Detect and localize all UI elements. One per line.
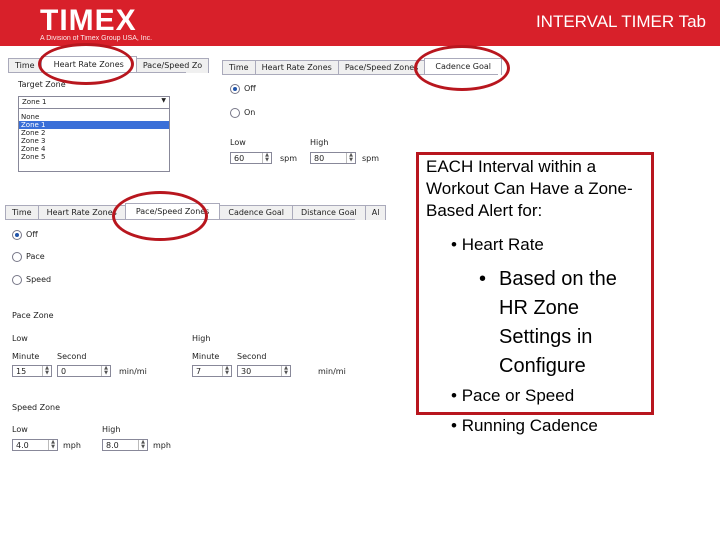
off-option[interactable]: [12, 230, 38, 242]
tab-heart-rate-zones[interactable]: Heart Rate Zones: [41, 56, 137, 73]
pace-radio[interactable]: [12, 252, 22, 262]
speed-low-value: 4.0: [16, 441, 29, 450]
bullet-cadence-label: Running Cadence: [461, 416, 598, 435]
off-label: Off: [26, 230, 38, 239]
stepper-arrows-icon[interactable]: ▲ ▼: [222, 366, 231, 376]
on-radio[interactable]: [230, 108, 240, 118]
bullet-dot-icon: •: [451, 235, 457, 254]
target-zone-label: Target Zone: [18, 80, 66, 89]
low-minute-stepper[interactable]: [12, 365, 52, 377]
off-radio[interactable]: [230, 84, 240, 94]
low-second-label: Second: [57, 352, 87, 361]
speed-high-value: 8.0: [106, 441, 119, 450]
tab-cadence-goal[interactable]: Cadence Goal: [424, 58, 502, 75]
speed-high-label: High: [102, 425, 121, 434]
on-label: On: [244, 108, 256, 117]
high-cadence-stepper[interactable]: [310, 152, 356, 164]
tab-pace-speed-zones[interactable]: Pace/Speed Zones: [338, 60, 426, 75]
stepper-arrows-icon[interactable]: ▲ ▼: [42, 366, 51, 376]
high-label: High: [310, 138, 329, 147]
speed-low-label: Low: [12, 425, 28, 434]
option-none[interactable]: None: [21, 113, 40, 121]
tab-distance-goal[interactable]: Distance Goal: [292, 205, 366, 220]
low-label: Low: [12, 334, 28, 343]
option-zone-5[interactable]: Zone 5: [21, 153, 46, 161]
off-option[interactable]: [230, 84, 256, 96]
stepper-arrows-icon[interactable]: ▲ ▼: [262, 153, 271, 163]
tab-time[interactable]: Time: [5, 205, 39, 220]
high-second-stepper[interactable]: [237, 365, 291, 377]
tab-pace-speed-zones[interactable]: Pace/Speed Zo: [136, 58, 209, 73]
bullet-dot-icon: •: [451, 416, 457, 435]
tab-time[interactable]: Time: [222, 60, 256, 75]
tab-pace-speed-zones[interactable]: Pace/Speed Zones: [125, 203, 221, 220]
option-zone-4[interactable]: Zone 4: [21, 145, 46, 153]
bullet-pace-speed-label: Pace or Speed: [461, 386, 575, 405]
sub-bullet-hr-zone-label: Based on the HR Zone Settings in Configure: [499, 268, 617, 377]
low-cadence-stepper[interactable]: [230, 152, 272, 164]
highlight-circle-heart-rate: [38, 43, 134, 85]
option-zone-1[interactable]: Zone 1: [19, 121, 169, 129]
stepper-arrows-icon[interactable]: ▲ ▼: [138, 440, 147, 450]
low-minute-label: Minute: [12, 352, 40, 361]
speed-label: Speed: [26, 275, 52, 284]
sub-bullet-hr-zone: [479, 265, 639, 381]
high-minute-stepper[interactable]: [192, 365, 232, 377]
dropdown-value: Zone 1: [22, 98, 47, 106]
pace-option[interactable]: [12, 252, 45, 264]
option-zone-3[interactable]: Zone 3: [21, 137, 46, 145]
bullet-dot-icon: •: [451, 386, 457, 405]
pace-zone-label: Pace Zone: [12, 311, 54, 320]
highlight-circle-pace-speed: [112, 191, 208, 241]
low-second-stepper[interactable]: [57, 365, 111, 377]
speed-low-unit: mph: [63, 441, 81, 450]
logo-subtitle: A Division of Timex Group USA, Inc.: [40, 35, 153, 42]
stepper-arrows-icon[interactable]: ▲ ▼: [48, 440, 57, 450]
highlight-circle-cadence: [414, 45, 510, 91]
speed-high-stepper[interactable]: [102, 439, 148, 451]
slide-title: INTERVAL TIMER Tab: [535, 12, 706, 31]
bullet-cadence: [451, 415, 598, 437]
high-unit: spm: [362, 154, 380, 163]
chevron-down-icon: ▼: [161, 97, 166, 104]
screenshot-pace-speed: [5, 203, 380, 465]
low-unit: spm: [280, 154, 298, 163]
pace-label: Pace: [26, 252, 45, 261]
option-zone-2[interactable]: Zone 2: [21, 129, 46, 137]
tab-heart-rate-zones[interactable]: Heart Rate Zones: [255, 60, 339, 75]
high-label: High: [192, 334, 211, 343]
low-minute-value: 15: [16, 367, 27, 376]
high-pace-unit: min/mi: [318, 367, 346, 376]
tab-cadence-goal[interactable]: Cadence Goal: [219, 205, 293, 220]
high-second-value: 30: [241, 367, 252, 376]
off-radio[interactable]: [12, 230, 22, 240]
bullet-heart-rate-label: Heart Rate: [461, 235, 544, 254]
off-label: Off: [244, 84, 256, 93]
low-pace-unit: min/mi: [119, 367, 147, 376]
low-label: Low: [230, 138, 246, 147]
callout-intro: EACH Interval within a Workout Can Have a Zone-Based Alert for:: [426, 157, 633, 220]
zone-options-list: [18, 108, 170, 172]
high-second-label: Second: [237, 352, 267, 361]
tab-heart-rate-zones[interactable]: Heart Rate Zones: [38, 205, 126, 220]
high-minute-value: 7: [196, 367, 202, 376]
speed-high-unit: mph: [153, 441, 171, 450]
low-cadence-value: 60: [234, 154, 245, 163]
speed-option[interactable]: [12, 275, 52, 287]
speed-low-stepper[interactable]: [12, 439, 58, 451]
bullet-heart-rate: [451, 234, 544, 256]
stepper-arrows-icon[interactable]: ▲ ▼: [281, 366, 290, 376]
stepper-arrows-icon[interactable]: ▲ ▼: [346, 153, 355, 163]
tab-time[interactable]: Time: [8, 58, 42, 73]
on-option[interactable]: [230, 108, 256, 120]
high-cadence-value: 80: [314, 154, 325, 163]
high-minute-label: Minute: [192, 352, 220, 361]
low-second-value: 0: [61, 367, 67, 376]
bullet-pace-speed: [451, 385, 574, 407]
speed-zone-label: Speed Zone: [12, 403, 60, 412]
bullet-dot-icon: •: [479, 268, 487, 290]
tab-alert[interactable]: Al: [365, 205, 387, 220]
stepper-arrows-icon[interactable]: ▲ ▼: [101, 366, 110, 376]
speed-radio[interactable]: [12, 275, 22, 285]
timex-logo: TIMEX: [40, 4, 137, 37]
